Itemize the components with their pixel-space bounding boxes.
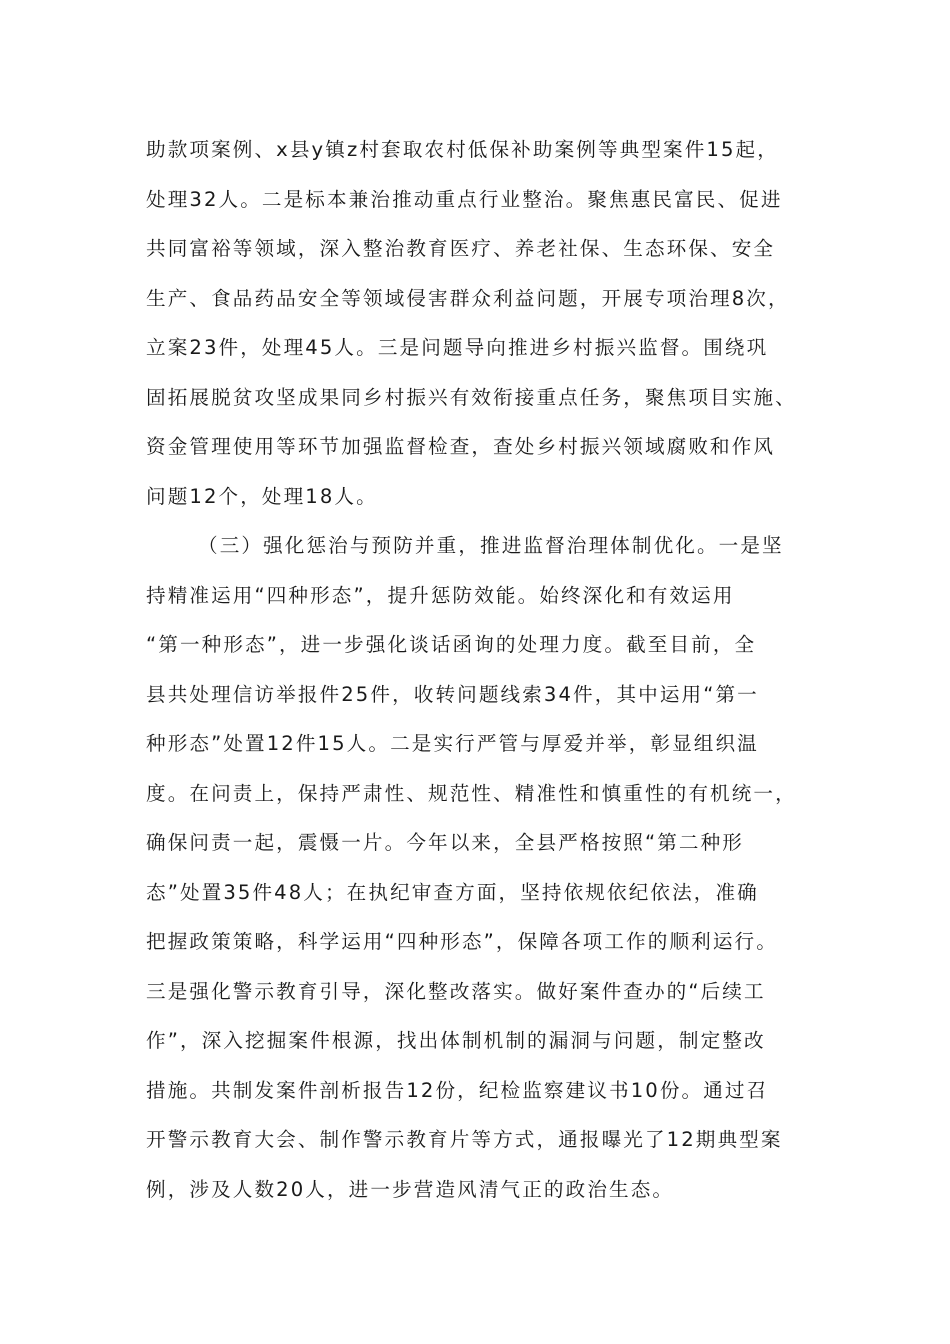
text-line: 问题12个，处理18人。 [146,484,378,508]
text-line: 助款项案例、x县y镇z村套取农村低保补助案例等典型案件15起， [146,138,779,161]
text-line: “第一种形态”，进一步强化谈话函询的处理力度。截至目前，全 [146,633,757,656]
text-line: 固拓展脱贫攻坚成果同乡村振兴有效衔接重点任务，聚焦项目实施、 [146,385,797,409]
text-line: 把握政策策略，科学运用“四种形态”，保障各项工作的顺利运行。 [146,930,778,953]
text-line: 作”，深入挖掘案件根源，找出体制机制的漏洞与问题，制定整改 [146,1029,766,1052]
text-line: 共同富裕等领域，深入整治教育医疗、养老社保、生态环保、安全 [146,237,776,260]
text-line: 生产、食品药品安全等领域侵害群众利益问题，开展专项治理8次， [146,286,790,310]
text-line: 态”处置35件48人；在执纪审查方面，坚持依规依纪依法，准确 [146,880,759,904]
text-line: 三是强化警示教育引导，深化整改落实。做好案件查办的“后续工 [146,979,766,1003]
text-line: 开警示教育大会、制作警示教育片等方式，通报曝光了12期典型案 [146,1128,783,1151]
text-line: 确保问责一起，震慑一片。今年以来，全县严格按照“第二种形 [146,831,744,854]
text-line: 例，涉及人数20人，进一步营造风清气正的政治生态。 [146,1177,675,1201]
text-line: 县共处理信访举报件25件，收转问题线索34件，其中运用“第一 [146,682,759,706]
text-line: 持精准运用“四种形态”，提升惩防效能。始终深化和有效运用 [146,583,735,607]
text-line: 度。在问责上，保持严肃性、规范性、精准性和慎重性的有机统一， [146,781,797,805]
text-line: 种形态”处置12件15人。二是实行严管与厚爱并举，彰显组织温 [146,732,759,755]
text-line: 处理32人。二是标本兼治推动重点行业整治。聚焦惠民富民、促进 [146,187,783,211]
text-line: 措施。共制发案件剖析报告12份，纪检监察建议书10份。通过召 [146,1078,769,1102]
section-heading-line: （三）强化惩治与预防并重，推进监督治理体制优化。一是坚 [198,534,784,557]
text-line: 立案23件，处理45人。三是问题导向推进乡村振兴监督。围绕巩 [146,336,769,359]
text-line: 资金管理使用等环节加强监督检查，查处乡村振兴领域腐败和作风 [146,435,776,458]
